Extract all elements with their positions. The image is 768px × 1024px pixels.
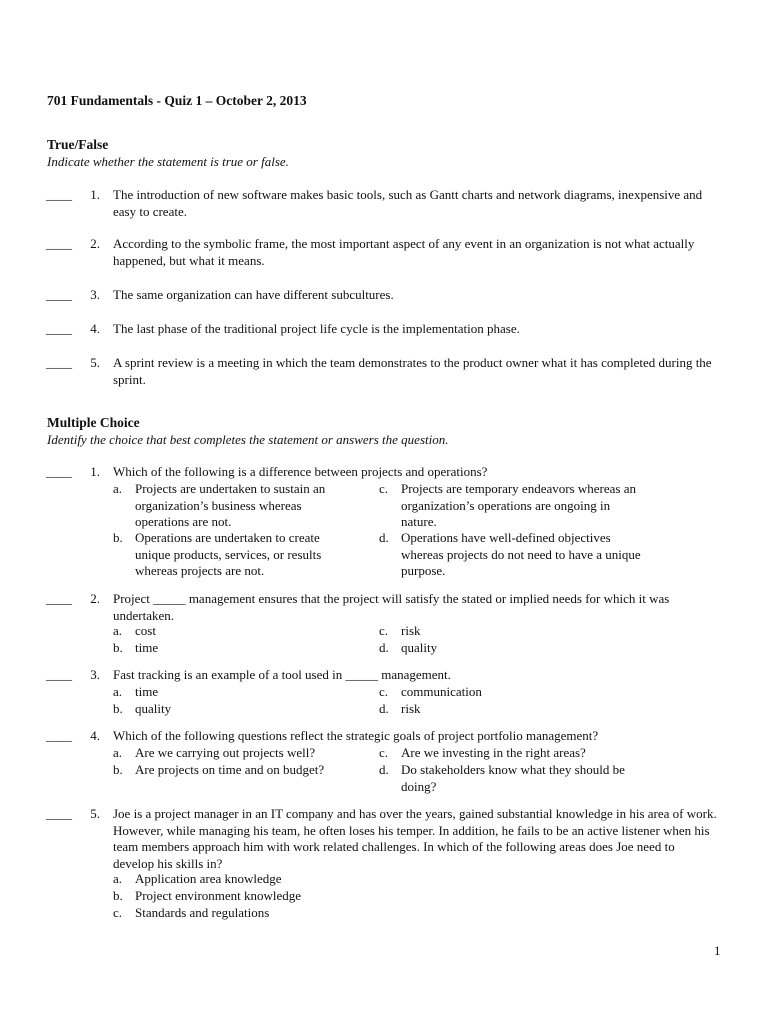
- question-text: Joe is a project manager in an IT company and has over the years, gained substantial knowledge in his area of work. However, while managing his team, he often loses his temper. In addition, he fails to be an active listener when his team members approach him with work related challenges. In which of the following areas does Joe need to develop his skills in?: [113, 806, 717, 871]
- question-text: A sprint review is a meeting in which the team demonstrates to the product owner what it has completed during the sprint.: [113, 355, 712, 387]
- option-letter: c.: [113, 905, 123, 920]
- option-letter: c.: [379, 623, 389, 638]
- question-text: Fast tracking is an example of a tool used in _____ management.: [113, 667, 451, 682]
- option-text: Operations have well-defined objectives whereas projects do not need to have a unique purpose.: [401, 530, 641, 578]
- true-false-instruction: Indicate whether the statement is true or false.: [47, 154, 289, 169]
- question-number: 3.: [90, 667, 100, 682]
- option-letter: d.: [379, 530, 389, 545]
- question-number: 4.: [90, 321, 100, 336]
- option-text: Standards and regulations: [135, 905, 270, 920]
- answer-blank[interactable]: ____: [46, 321, 72, 336]
- option-letter: d.: [379, 701, 389, 716]
- option-letter: a.: [113, 481, 123, 496]
- option-text: Operations are undertaken to create unique products, services, or results whereas projects are not.: [135, 530, 322, 578]
- option-text: Project environment knowledge: [135, 888, 302, 903]
- question-text: The same organization can have different subcultures.: [113, 287, 394, 302]
- answer-blank[interactable]: ____: [46, 806, 72, 821]
- option-letter: a.: [113, 745, 123, 760]
- option-letter: a.: [113, 684, 123, 699]
- answer-blank[interactable]: ____: [46, 355, 72, 370]
- option-text: communication: [401, 684, 482, 699]
- answer-blank[interactable]: ____: [46, 187, 72, 202]
- question-text: Which of the following is a difference between projects and operations?: [113, 464, 488, 479]
- answer-blank[interactable]: ____: [46, 667, 72, 682]
- option-letter: c.: [379, 684, 389, 699]
- option-text: time: [135, 684, 159, 699]
- option-letter: b.: [113, 640, 123, 655]
- option-letter: a.: [113, 871, 123, 886]
- option-letter: d.: [379, 762, 389, 777]
- option-text: Projects are undertaken to sustain an organization’s business whereas operations are not.: [135, 481, 326, 529]
- true-false-heading: True/False: [47, 137, 109, 152]
- question-number: 4.: [90, 728, 100, 743]
- option-text: Do stakeholders know what they should be doing?: [401, 762, 625, 794]
- option-text: Are projects on time and on budget?: [135, 762, 325, 777]
- option-letter: b.: [113, 888, 123, 903]
- question-number: 5.: [90, 806, 100, 821]
- multiple-choice-heading: Multiple Choice: [47, 415, 140, 430]
- option-text: quality: [135, 701, 172, 716]
- question-text: The introduction of new software makes basic tools, such as Gantt charts and network diagrams, inexpensive and easy to create.: [113, 187, 703, 219]
- answer-blank[interactable]: ____: [46, 464, 72, 479]
- option-text: risk: [401, 701, 421, 716]
- question-number: 2.: [90, 591, 100, 606]
- option-letter: b.: [113, 701, 123, 716]
- question-number: 5.: [90, 355, 100, 370]
- question-number: 1.: [90, 187, 100, 202]
- option-text: Are we carrying out projects well?: [135, 745, 316, 760]
- option-letter: c.: [379, 481, 389, 496]
- answer-blank[interactable]: ____: [46, 236, 72, 251]
- option-letter: b.: [113, 762, 123, 777]
- option-letter: a.: [113, 623, 123, 638]
- option-text: Application area knowledge: [135, 871, 282, 886]
- page-title: 701 Fundamentals - Quiz 1 – October 2, 2013: [47, 93, 307, 108]
- option-text: Are we investing in the right areas?: [401, 745, 586, 760]
- question-text: Project _____ management ensures that the project will satisfy the stated or implied needs for which it was undertaken.: [113, 591, 670, 623]
- answer-blank[interactable]: ____: [46, 728, 72, 743]
- question-text: The last phase of the traditional project life cycle is the implementation phase.: [113, 321, 520, 336]
- option-letter: d.: [379, 640, 389, 655]
- option-text: time: [135, 640, 159, 655]
- question-number: 1.: [90, 464, 100, 479]
- option-text: risk: [401, 623, 421, 638]
- question-text: Which of the following questions reflect the strategic goals of project portfolio management?: [113, 728, 599, 743]
- answer-blank[interactable]: ____: [46, 591, 72, 606]
- question-text: According to the symbolic frame, the most important aspect of any event in an organization is not what actually happened, but what it means.: [113, 236, 695, 268]
- option-letter: c.: [379, 745, 389, 760]
- option-letter: b.: [113, 530, 123, 545]
- multiple-choice-instruction: Identify the choice that best completes the statement or answers the question.: [47, 432, 449, 447]
- page-number: 1: [714, 943, 721, 958]
- option-text: cost: [135, 623, 156, 638]
- question-number: 2.: [90, 236, 100, 251]
- option-text: Projects are temporary endeavors whereas an organization’s operations are ongoing in nature.: [401, 481, 636, 529]
- answer-blank[interactable]: ____: [46, 287, 72, 302]
- option-text: quality: [401, 640, 438, 655]
- question-number: 3.: [90, 287, 100, 302]
